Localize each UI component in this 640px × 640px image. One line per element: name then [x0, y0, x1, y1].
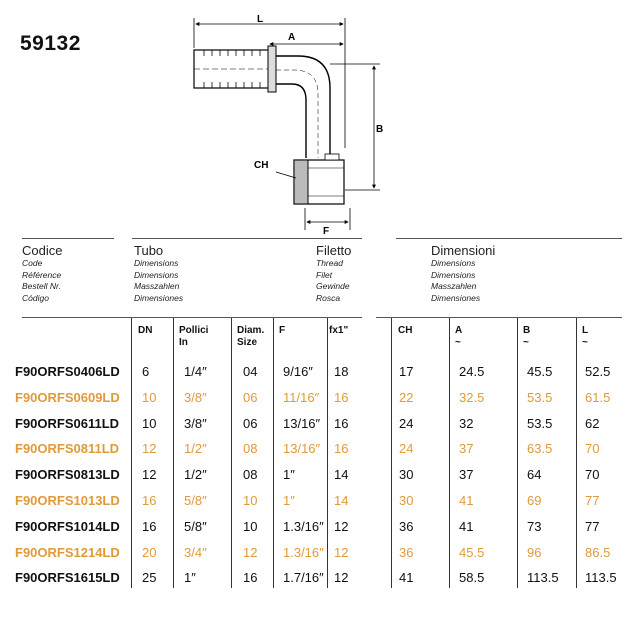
- row-b: 63.5: [527, 441, 553, 457]
- row-code: F90ORFS0813LD: [15, 467, 120, 483]
- group-dimensioni-title: Dimensioni: [431, 243, 496, 258]
- row-ch: 30: [399, 467, 414, 483]
- group-tubo: [134, 244, 183, 304]
- row-dn: 10: [142, 389, 157, 405]
- row-ch: 24: [399, 441, 414, 457]
- group-dimensioni-sub: Masszahlen: [431, 281, 477, 291]
- row-inch: 1″: [184, 570, 196, 586]
- table-row: [0, 545, 640, 571]
- col-header-a-label: A: [455, 325, 463, 336]
- header-rule: [22, 238, 114, 239]
- col-header-fx1: fx1": [329, 325, 349, 336]
- row-b: 53.5: [527, 389, 553, 405]
- col-header-dn: DN: [138, 325, 153, 336]
- col-header-diam-line1: Diam.: [237, 325, 265, 336]
- row-b: 45.5: [527, 364, 553, 379]
- col-header-a: [455, 325, 462, 349]
- row-a: 41: [459, 518, 474, 534]
- row-size: 10: [243, 493, 258, 508]
- row-ch: 22: [399, 389, 414, 405]
- row-ch: 36: [399, 544, 414, 560]
- group-filetto: [316, 244, 351, 304]
- row-a: 58.5: [459, 570, 485, 586]
- table-row: [0, 519, 640, 545]
- group-filetto-sub: Filet: [316, 269, 333, 280]
- row-l: 62: [585, 415, 600, 431]
- col-header-diam: [237, 325, 264, 349]
- row-code: F90ORFS1013LD: [15, 493, 120, 508]
- row-ch: 30: [399, 493, 414, 508]
- row-b: 113.5: [527, 570, 559, 586]
- col-header-pollici: [179, 325, 208, 349]
- group-codice-title: Codice: [22, 243, 63, 258]
- row-thread: 1″: [283, 467, 295, 483]
- row-thread: 1.3/16″: [283, 544, 324, 560]
- row-b: 53.5: [527, 415, 553, 431]
- group-codice-sub: Código: [22, 292, 49, 303]
- row-tpi: 12: [334, 544, 349, 560]
- row-size: 12: [243, 544, 258, 560]
- row-a: 45.5: [459, 544, 485, 560]
- row-a: 37: [459, 441, 474, 457]
- group-codice-sub: Bestell Nr.: [22, 281, 61, 291]
- header-rule: [132, 238, 362, 239]
- row-inch: 3/4″: [184, 544, 207, 560]
- row-inch: 1/2″: [184, 467, 207, 483]
- header-rule: [22, 317, 362, 318]
- drawing-label-l: L: [257, 14, 264, 25]
- table-row: [0, 416, 640, 442]
- header-rule: [376, 317, 622, 318]
- col-header-b: [523, 325, 530, 349]
- product-code: 59132: [20, 32, 81, 55]
- row-size: 10: [243, 518, 258, 534]
- row-inch: 3/8″: [184, 415, 207, 431]
- table-row: [0, 390, 640, 416]
- row-size: 08: [243, 441, 258, 457]
- col-header-pollici-line1: Pollici: [179, 325, 209, 336]
- row-ch: 41: [399, 570, 414, 586]
- row-thread: 9/16″: [283, 364, 313, 379]
- row-dn: 16: [142, 518, 157, 534]
- row-l: 61.5: [585, 389, 611, 405]
- col-header-pollici-line2: In: [179, 337, 188, 348]
- group-tubo-sub: Dimensions: [134, 269, 179, 280]
- group-dimensioni-sub: Dimensiones: [431, 292, 481, 303]
- row-b: 69: [527, 493, 542, 508]
- row-code: F90ORFS0609LD: [15, 389, 120, 405]
- row-code: F90ORFS0611LD: [15, 415, 120, 431]
- group-codice: [22, 244, 62, 304]
- row-size: 08: [243, 467, 258, 483]
- approx-symbol: ~: [523, 337, 529, 348]
- row-inch: 5/8″: [184, 493, 207, 508]
- group-dimensioni-sub: Dimensions: [431, 258, 476, 268]
- row-tpi: 12: [334, 570, 349, 586]
- group-codice-sub: Référence: [22, 269, 62, 280]
- table-row: [0, 493, 640, 519]
- group-dimensioni: [431, 244, 495, 304]
- row-a: 24.5: [459, 364, 485, 379]
- group-tubo-sub: Dimensions: [134, 258, 179, 268]
- row-dn: 16: [142, 493, 157, 508]
- row-tpi: 12: [334, 518, 349, 534]
- row-l: 77: [585, 493, 600, 508]
- row-tpi: 18: [334, 364, 349, 379]
- row-code: F90ORFS1615LD: [15, 570, 120, 586]
- approx-symbol: ~: [455, 337, 461, 348]
- row-dn: 6: [142, 364, 150, 379]
- row-thread: 11/16″: [283, 389, 320, 405]
- col-header-l-label: L: [582, 325, 589, 336]
- row-l: 86.5: [585, 544, 611, 560]
- row-thread: 1.3/16″: [283, 518, 324, 534]
- row-inch: 1/4″: [184, 364, 207, 379]
- row-dn: 12: [142, 467, 157, 483]
- group-filetto-sub: Rosca: [316, 292, 341, 303]
- row-b: 64: [527, 467, 542, 483]
- drawing-label-b: B: [376, 124, 384, 135]
- row-ch: 36: [399, 518, 414, 534]
- row-l: 113.5: [585, 570, 617, 586]
- group-tubo-sub: Dimensiones: [134, 292, 184, 303]
- col-header-ch: CH: [398, 325, 413, 336]
- row-code: F90ORFS1214LD: [15, 544, 120, 560]
- row-dn: 12: [142, 441, 157, 457]
- row-thread: 1″: [283, 493, 295, 508]
- row-tpi: 16: [334, 389, 349, 405]
- drawing-label-f: F: [323, 226, 330, 237]
- drawing-label-ch: CH: [254, 160, 269, 171]
- table-row: [0, 467, 640, 493]
- fitting-drawing: [180, 8, 410, 238]
- row-b: 96: [527, 544, 542, 560]
- row-size: 04: [243, 364, 258, 379]
- col-header-b-label: B: [523, 325, 531, 336]
- col-header-l: [582, 325, 588, 349]
- group-tubo-sub: Masszahlen: [134, 281, 180, 291]
- row-inch: 1/2″: [184, 441, 207, 457]
- row-ch: 17: [399, 364, 414, 379]
- row-a: 32.5: [459, 389, 485, 405]
- row-size: 06: [243, 389, 258, 405]
- approx-symbol: ~: [582, 337, 588, 348]
- row-l: 70: [585, 441, 600, 457]
- row-ch: 24: [399, 415, 414, 431]
- row-inch: 3/8″: [184, 389, 207, 405]
- header-rule: [396, 238, 622, 239]
- row-dn: 10: [142, 415, 157, 431]
- row-tpi: 16: [334, 415, 349, 431]
- group-codice-sub: Code: [22, 258, 43, 268]
- row-tpi: 14: [334, 493, 349, 508]
- row-l: 52.5: [585, 364, 611, 379]
- row-inch: 5/8″: [184, 518, 207, 534]
- table-row: [0, 364, 640, 390]
- table-row: [0, 570, 640, 596]
- group-filetto-sub: Thread: [316, 258, 343, 268]
- row-a: 41: [459, 493, 474, 508]
- row-thread: 1.7/16″: [283, 570, 324, 586]
- row-dn: 25: [142, 570, 157, 586]
- row-code: F90ORFS0406LD: [15, 364, 120, 379]
- row-thread: 13/16″: [283, 441, 321, 457]
- row-a: 37: [459, 467, 474, 483]
- row-size: 16: [243, 570, 258, 586]
- row-tpi: 14: [334, 467, 349, 483]
- row-tpi: 16: [334, 441, 349, 457]
- group-dimensioni-sub: Dimensions: [431, 269, 476, 280]
- col-header-f: F: [279, 325, 286, 336]
- group-filetto-title: Filetto: [316, 243, 352, 258]
- col-header-diam-line2: Size: [237, 337, 258, 348]
- row-code: F90ORFS0811LD: [15, 441, 120, 457]
- group-filetto-sub: Gewinde: [316, 281, 350, 291]
- row-a: 32: [459, 415, 474, 431]
- row-l: 70: [585, 467, 600, 483]
- row-code: F90ORFS1014LD: [15, 518, 120, 534]
- row-dn: 20: [142, 544, 157, 560]
- group-tubo-title: Tubo: [134, 243, 164, 258]
- table-row: [0, 441, 640, 467]
- row-size: 06: [243, 415, 258, 431]
- row-l: 77: [585, 518, 600, 534]
- row-thread: 13/16″: [283, 415, 321, 431]
- row-b: 73: [527, 518, 542, 534]
- drawing-label-a: A: [288, 32, 296, 43]
